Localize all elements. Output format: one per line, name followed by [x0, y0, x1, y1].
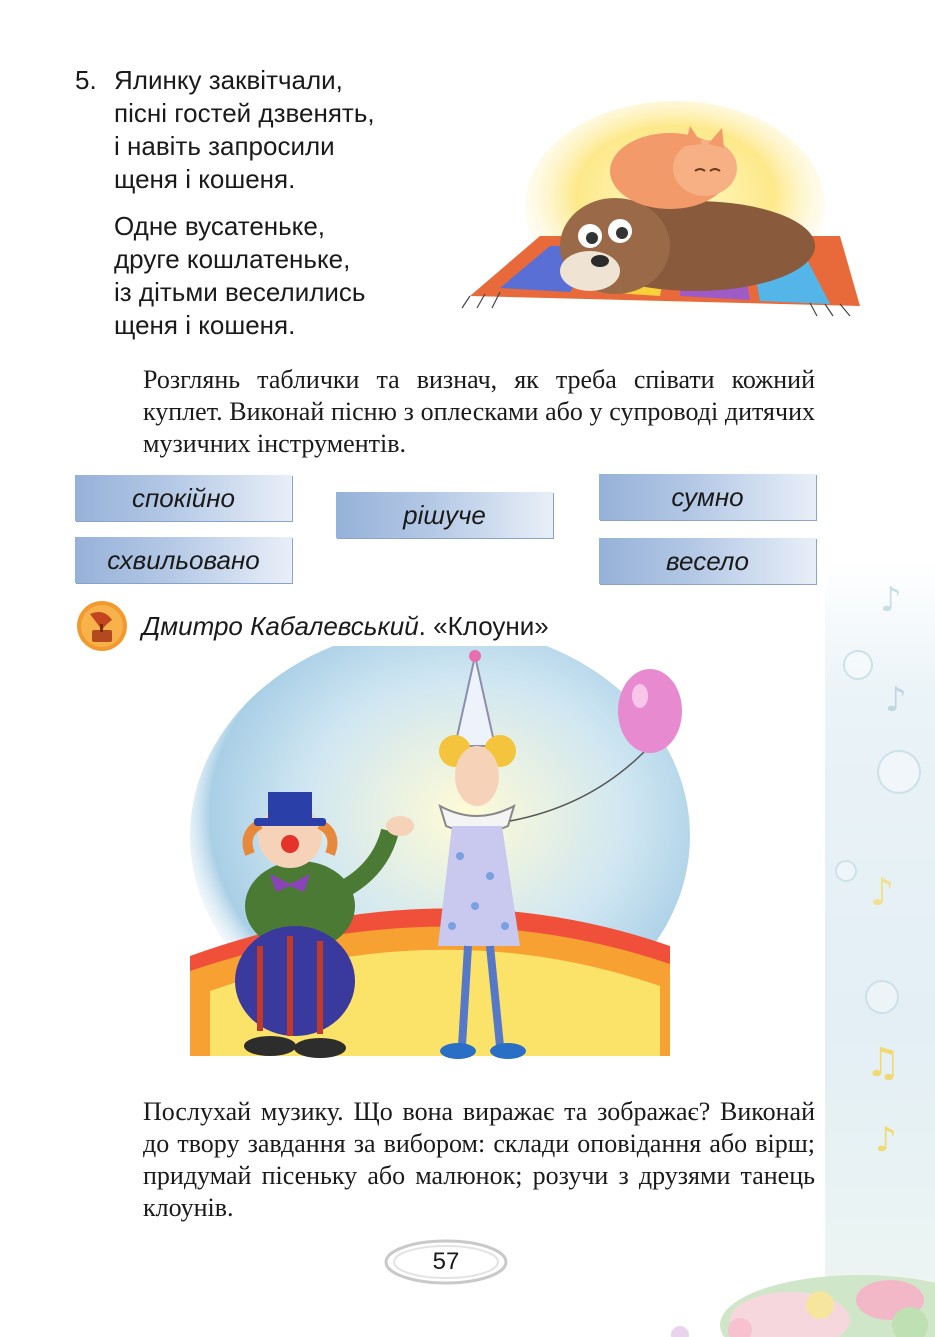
piece-title: «Клоуни» [433, 610, 549, 641]
stanza-1 [114, 64, 444, 196]
clowns-illustration [190, 646, 690, 1086]
music-note-icon: ♪ [880, 580, 902, 620]
verse-line: Одне вусатеньке, [114, 211, 326, 241]
title-separator: . [418, 610, 434, 641]
page-number: 57 [432, 1248, 460, 1275]
verse-line: Ялинку заквітчали, [114, 65, 343, 95]
music-note-icon: ♪ [885, 680, 907, 720]
verse-line: пісні гостей дзвенять, [114, 98, 375, 128]
puppy-kitten-illustration [440, 96, 880, 326]
card-excited: схвильовано [75, 537, 292, 583]
verse-number: 5. [75, 65, 97, 95]
verse-line: щеня і кошеня. [114, 164, 296, 194]
card-sad: сумно [599, 474, 816, 520]
music-note-icon: ♫ [865, 1040, 901, 1086]
bubble-decoration [843, 650, 873, 680]
music-note-icon: ♪ [870, 870, 895, 914]
listening-title [142, 611, 549, 642]
stanza-2 [114, 210, 444, 342]
card-calm: спокійно [75, 475, 292, 521]
verse-line: із дітьми веселились [114, 277, 366, 307]
card-decisive: рішуче [336, 492, 553, 538]
verse-line: друге кошлатеньке, [114, 244, 351, 274]
card-cheerful: весело [599, 538, 816, 584]
listening-task: Послухай музику. Що вона виражає та зображає? Виконай до твору завдання за вибором: склади оповідання або вірш; придумай пісеньку або малюнок; розучи з друзями танець клоунів. [143, 1097, 815, 1222]
task-instructions: Розглянь таблички та визнач, як треба співати кожний куплет. Виконай пісню з оплесками або у супроводі дитячих музичних інструментів. [143, 365, 815, 458]
bubble-decoration [877, 750, 921, 794]
music-note-icon: ♪ [875, 1120, 897, 1160]
flower-decoration [560, 1230, 935, 1337]
bubble-decoration [835, 860, 857, 882]
listening-assignment [76, 600, 549, 652]
verse-line: щеня і кошеня. [114, 310, 296, 340]
decorative-side-border [825, 560, 935, 1337]
bubble-decoration [865, 980, 899, 1014]
verse-line: і навіть запросили [114, 131, 335, 161]
gramophone-icon [76, 600, 128, 652]
composer-name: Дмитро Кабалевський [142, 610, 419, 641]
